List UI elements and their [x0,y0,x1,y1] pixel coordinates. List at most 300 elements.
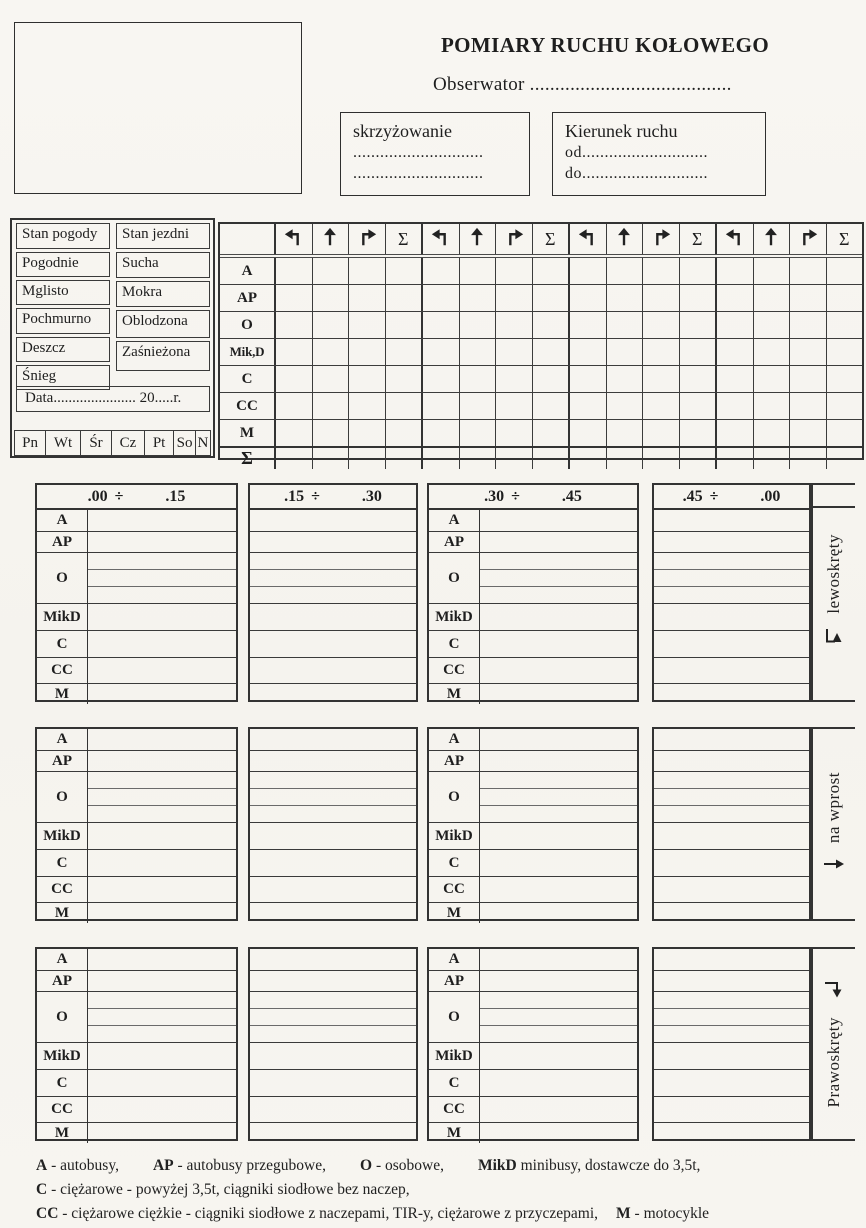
count-stripe [480,903,637,923]
turn-right-icon [650,226,672,253]
grid-cell [570,393,607,419]
count-stripe [250,570,416,587]
interval-stripe-column [88,949,236,1143]
grid-cell [643,393,680,419]
grid-cell [276,393,313,419]
interval-row-label: CC [37,877,87,903]
count-stripe [480,789,637,806]
interval-row-label: O [37,772,87,823]
interval-row-label: A [37,949,87,971]
weekday-cell: Wt [46,431,81,455]
interval-row-label: MikD [429,823,479,850]
grid-cell [496,258,533,284]
grid-cell [643,312,680,338]
grid-cell [313,312,350,338]
interval-table [427,483,639,702]
interval-row-label: C [429,850,479,877]
grid-cell [827,258,863,284]
grid-cell [496,393,533,419]
grid-cell [680,366,718,392]
grid-cell [460,258,497,284]
grid-cell [570,448,607,469]
interval-table-body [37,510,236,704]
count-stripe [250,949,416,971]
interval-row-label: A [37,729,87,751]
count-stripe [250,806,416,823]
interval-table-body [654,949,809,1143]
grid-cell [827,420,863,446]
count-stripe [250,1009,416,1026]
interval-row-label: M [54,685,70,702]
count-stripe [654,510,809,532]
interval-table [652,483,811,702]
count-stripe [250,789,416,806]
interval-row-label: O [37,992,87,1043]
grid-cell [790,339,827,365]
strip-header-line [813,485,855,508]
grid-row-label: AP [220,285,276,311]
grid-cell [313,393,350,419]
interval-row-label: A [429,510,479,532]
grid-cell [423,448,460,469]
interval-row-label: M [54,904,70,921]
grid-cell [827,339,863,365]
count-stripe [250,992,416,1009]
interval-table-body [429,729,637,923]
count-stripe [88,1009,236,1026]
count-stripe [250,971,416,992]
grid-row-label: CC [220,393,276,419]
count-stripe [480,1070,637,1097]
count-stripe [480,631,637,658]
interval-divider: ÷ [511,487,520,505]
grid-row-label: C [220,366,276,392]
interval-stripe-column [654,510,809,704]
count-stripe [480,971,637,992]
count-stripe [480,729,637,751]
count-stripe [88,729,236,751]
interval-row-label: AP [429,971,479,992]
count-stripe [480,658,637,684]
grid-header-cell [570,224,607,254]
grid-cell [827,366,863,392]
interval-from: .30 [484,487,505,505]
grid-header-cell [496,224,533,254]
grid-cell [313,285,350,311]
grid-cell [460,339,497,365]
count-stripe [480,1043,637,1070]
grid-cell [717,339,754,365]
grid-cell [570,285,607,311]
interval-row-label: C [37,850,87,877]
intersection-fill-line-2: ............................. [353,165,484,183]
grid-cell [349,339,386,365]
count-stripe [480,751,637,772]
count-stripe [654,1070,809,1097]
count-stripe [250,631,416,658]
weekday-cell: So [174,431,196,455]
straight-strip-icon [823,857,845,876]
grid-cell [827,448,863,469]
grid-cell [276,285,313,311]
grid-cell [533,258,571,284]
interval-stripe-column [654,949,809,1143]
legend-entry: CC - ciężarowe ciężkie - ciągniki siodłowe z naczepami, TIR-y, ciężarowe z przyczepami, [36,1205,599,1223]
grid-header-cell [349,224,386,254]
count-stripe [88,1070,236,1097]
legend-line [36,1178,846,1202]
grid-cell [570,312,607,338]
grid-row-label: Mik,D [220,339,276,365]
grid-cell [570,258,607,284]
count-stripe [250,553,416,570]
road-option: Oblodzona [116,310,210,338]
grid-cell [386,420,424,446]
interval-row-label: CC [429,658,479,684]
count-stripe [88,806,236,823]
count-stripe [88,1097,236,1123]
count-stripe [250,684,416,704]
count-stripe [250,1026,416,1043]
interval-header [250,485,416,510]
conditions-block [10,218,215,458]
turn-left-icon [724,226,746,253]
weekday-row [14,430,211,456]
grid-cell [717,258,754,284]
interval-row-label: M [446,904,462,921]
interval-row-label: MikD [37,823,87,850]
grid-cell [276,448,313,469]
direction-from-line: od............................ [565,144,708,162]
interval-row-label: MikD [37,1043,87,1070]
count-stripe [480,1123,637,1143]
count-stripe [654,553,809,570]
grid-cell [496,420,533,446]
count-stripe [654,1043,809,1070]
grid-cell [607,420,644,446]
count-stripe [88,570,236,587]
grid-header-cell [276,224,313,254]
count-stripe [654,772,809,789]
interval-from: .15 [284,487,305,505]
count-stripe [88,684,236,704]
interval-row-label: AP [37,532,87,553]
count-stripe [250,1043,416,1070]
form-title: POMIARY RUCHU KOŁOWEGO [440,33,770,57]
interval-table-body [37,729,236,923]
count-stripe [654,604,809,631]
grid-cell [607,448,644,469]
grid-cell [717,366,754,392]
count-stripe [88,631,236,658]
legend-entry: O - osobowe, [360,1157,444,1174]
observer-line: Obserwator ........................................ [433,74,732,95]
count-stripe [88,553,236,570]
grid-row [220,393,862,420]
direction-to-line: do............................ [565,165,708,183]
intersection-sketch-box [14,22,302,194]
grid-cell [276,312,313,338]
count-stripe [480,1026,637,1043]
grid-header-cell [460,224,497,254]
grid-cell [349,312,386,338]
count-stripe [88,992,236,1009]
grid-cell [790,393,827,419]
count-stripe [480,510,637,532]
grid-cell [460,393,497,419]
interval-row-label: A [429,949,479,971]
grid-cell [643,420,680,446]
interval-label-column [37,949,88,1143]
interval-header [429,485,637,510]
count-stripe [250,510,416,532]
grid-cell [680,448,718,469]
turn-right-strip-icon [824,980,844,1003]
count-stripe [88,789,236,806]
road-option: Zaśnieżona [116,341,210,371]
interval-stripe-column [480,729,637,923]
interval-to: .00 [760,487,781,505]
count-stripe [88,903,236,923]
count-stripe [250,532,416,553]
grid-cell [423,258,460,284]
grid-sum-label: Σ [220,448,276,469]
grid-cell [717,312,754,338]
interval-table-body [654,729,809,923]
count-stripe [654,1009,809,1026]
grid-cell [423,393,460,419]
road-option: Mokra [116,281,210,307]
count-stripe [654,823,809,850]
grid-cell [607,285,644,311]
count-stripe [88,658,236,684]
interval-table [35,483,238,702]
count-stripe [250,587,416,604]
weather-column [16,223,110,393]
interval-from: .00 [87,487,108,505]
weather-option: Śnieg [16,365,110,390]
count-stripe [250,772,416,789]
grid-cell [790,258,827,284]
weekday-cell: Cz [112,431,145,455]
grid-cell [790,366,827,392]
grid-cell [533,448,571,469]
interval-table [35,727,238,921]
grid-cell [276,258,313,284]
count-stripe [88,1026,236,1043]
grid-cell [680,393,718,419]
interval-stripe-column [250,949,416,1143]
grid-cell [643,448,680,469]
count-stripe [88,971,236,992]
straight-icon [613,226,635,253]
count-stripe [654,1097,809,1123]
turn-right-icon [356,226,378,253]
grid-cell [423,312,460,338]
count-stripe [88,949,236,971]
grid-cell [680,312,718,338]
weather-option: Pogodnie [16,252,110,277]
count-stripe [480,772,637,789]
interval-table-body [250,510,416,704]
direction-label: Kierunek ruchu [565,121,678,141]
count-stripe [654,850,809,877]
count-stripe [654,751,809,772]
count-stripe [654,903,809,923]
grid-sigma-header-cell: Σ [680,224,718,254]
grid-row-label: A [220,258,276,284]
interval-table-body [654,510,809,704]
interval-row-label: O [37,553,87,604]
count-stripe [250,1070,416,1097]
road-header: Stan jezdni [116,223,210,249]
grid-cell [276,339,313,365]
interval-row-label: AP [429,751,479,772]
count-stripe [654,789,809,806]
grid-cell [349,420,386,446]
interval-stripe-column [88,729,236,923]
weather-header: Stan pogody [16,223,110,249]
count-stripe [88,510,236,532]
count-stripe [480,604,637,631]
count-stripe [480,823,637,850]
interval-row-label: C [37,631,87,658]
grid-cell [754,285,791,311]
turn-right-icon [503,226,525,253]
legend [36,1154,846,1226]
grid-cell [460,366,497,392]
grid-header-cell [423,224,460,254]
count-stripe [88,1043,236,1070]
interval-label-column [37,510,88,704]
grid-cell [680,339,718,365]
legend-line [36,1202,846,1226]
interval-stripe-column [654,729,809,923]
turn-left-icon [283,226,305,253]
count-stripe [480,570,637,587]
grid-cell [827,312,863,338]
grid-cell [754,393,791,419]
count-stripe [480,684,637,704]
interval-row-label: MikD [429,1043,479,1070]
grid-cell [790,448,827,469]
grid-cell [313,448,350,469]
interval-table-body [429,949,637,1143]
interval-row-label: C [429,1070,479,1097]
grid-cell [423,366,460,392]
grid-row [220,258,862,285]
grid-cell [680,258,718,284]
straight-icon [466,226,488,253]
count-stripe [480,877,637,903]
grid-cell [349,448,386,469]
grid-sigma-header-cell: Σ [839,228,850,249]
turn-left-strip-icon [824,628,844,651]
interval-table-body [429,510,637,704]
grid-cell [386,285,424,311]
grid-cell [423,285,460,311]
count-stripe [88,850,236,877]
grid-cell [754,339,791,365]
count-stripe [88,587,236,604]
grid-header-cell [717,224,754,254]
count-stripe [250,729,416,751]
interval-row-label: CC [37,1097,87,1123]
legend-entry: AP - autobusy przegubowe, [152,1157,326,1174]
interval-row-label: M [446,1124,462,1141]
grid-cell [827,393,863,419]
main-count-grid [218,222,864,468]
weekday-cell: Pt [145,431,174,455]
count-stripe [250,903,416,923]
interval-row-label: CC [429,1097,479,1123]
interval-to: .30 [361,487,382,505]
grid-cell [313,339,350,365]
count-stripe [654,992,809,1009]
interval-row-label: MikD [37,604,87,631]
grid-cell [643,258,680,284]
interval-to: .15 [165,487,186,505]
grid-cell [460,420,497,446]
grid-cell [680,285,718,311]
turn-direction-strip [811,947,855,1141]
interval-row-label: CC [37,658,87,684]
interval-divider: ÷ [311,487,320,505]
grid-sigma-header-cell: Σ [533,224,571,254]
grid-cell [754,366,791,392]
interval-stripe-column [480,510,637,704]
grid-cell [643,339,680,365]
grid-cell [607,339,644,365]
grid-cell [717,448,754,469]
legend-entry: MikD minibusy, dostawcze do 3,5t, [477,1157,701,1174]
grid-cell [790,285,827,311]
legend-entry: C - ciężarowe - powyżej 3,5t, ciągniki siodłowe bez naczep, [36,1181,410,1199]
grid-cell [717,393,754,419]
interval-table [35,947,238,1141]
grid-cell [717,285,754,311]
count-stripe [654,971,809,992]
grid-cell [533,285,571,311]
interval-divider: ÷ [709,487,719,505]
count-stripe [250,850,416,877]
interval-row-label: MikD [429,604,479,631]
interval-table [652,727,811,921]
grid-cell [790,312,827,338]
grid-cell [349,285,386,311]
turn-group-label: na wprost [824,771,843,844]
count-stripe [250,877,416,903]
grid-cell [827,285,863,311]
grid-cell [460,285,497,311]
count-stripe [480,553,637,570]
count-stripe [480,532,637,553]
count-stripe [88,532,236,553]
grid-cell [386,366,424,392]
interval-table [248,947,418,1141]
count-stripe [654,587,809,604]
grid-cell [313,366,350,392]
interval-stripe-column [250,729,416,923]
grid-corner-cell [220,224,276,254]
grid-header-cell [643,224,680,254]
interval-row-label: AP [37,751,87,772]
grid-header-row [220,224,862,258]
interval-table [248,727,418,921]
turn-left-icon [577,226,599,253]
grid-row [220,420,862,448]
grid-cell [386,448,424,469]
